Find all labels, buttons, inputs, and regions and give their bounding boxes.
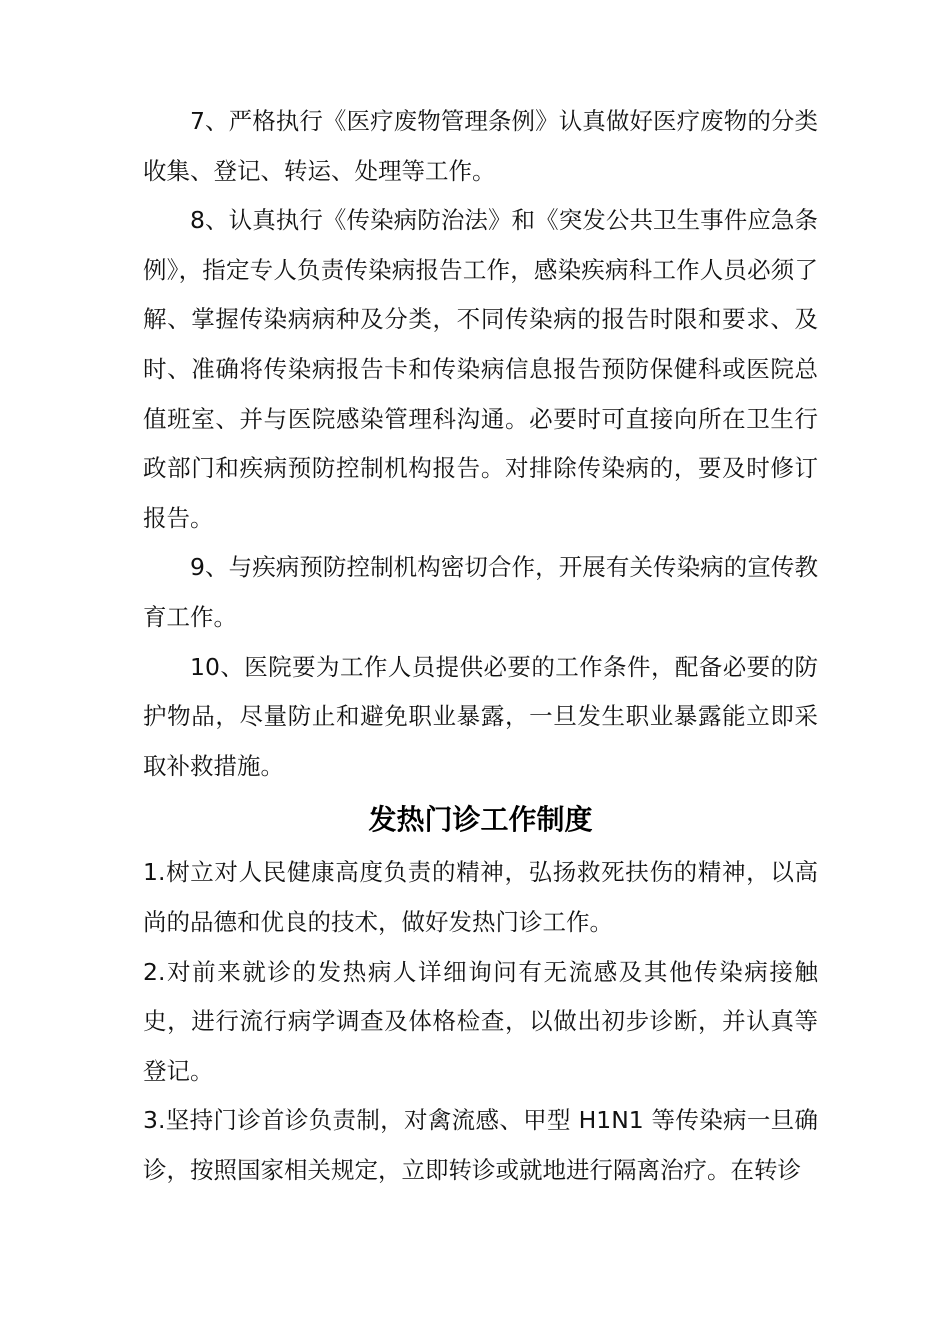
paragraph-item-7: 7、严格执行《医疗废物管理条例》认真做好医疗废物的分类收集、登记、转运、处理等工作。 (143, 107, 818, 185)
rule-item-1: 1.树立对人民健康高度负责的精神，弘扬救死扶伤的精神，以高尚的品德和优良的技术，做好发热门诊工作。 (143, 858, 818, 936)
paragraph-item-8: 8、认真执行《传染病防治法》和《突发公共卫生事件应急条例》，指定专人负责传染病报告工作，感染疾病科工作人员必须了解、掌握传染病病种及分类，不同传染病的报告时限和要求、及时、准确将传染病报告卡和传染病信息报告预防保健科或医院总值班室、并与医院感染管理科沟通。必要时可直接向所在卫生行政部门和疾病预防控制机构报告。对排除传染病的，要及时修订报告。 (143, 206, 818, 532)
paragraph-item-9: 9、与疾病预防控制机构密切合作，开展有关传染病的宣传教育工作。 (143, 553, 818, 631)
paragraph-item-10: 10、医院要为工作人员提供必要的工作条件，配备必要的防护物品，尽量防止和避免职业暴露，一旦发生职业暴露能立即采取补救措施。 (143, 652, 818, 780)
section-title: 发热门诊工作制度 (368, 803, 593, 837)
document-body (143, 97, 818, 1195)
rule-item-2: 2.对前来就诊的发热病人详细询问有无流感及其他传染病接触史，进行流行病学调查及体格检查，以做出初步诊断，并认真等登记。 (143, 957, 818, 1085)
rule-item-3: 3.坚持门诊首诊负责制，对禽流感、甲型 H1N1 等传染病一旦确诊，按照国家相关规定，立即转诊或就地进行隔离治疗。在转诊 (143, 1106, 818, 1184)
